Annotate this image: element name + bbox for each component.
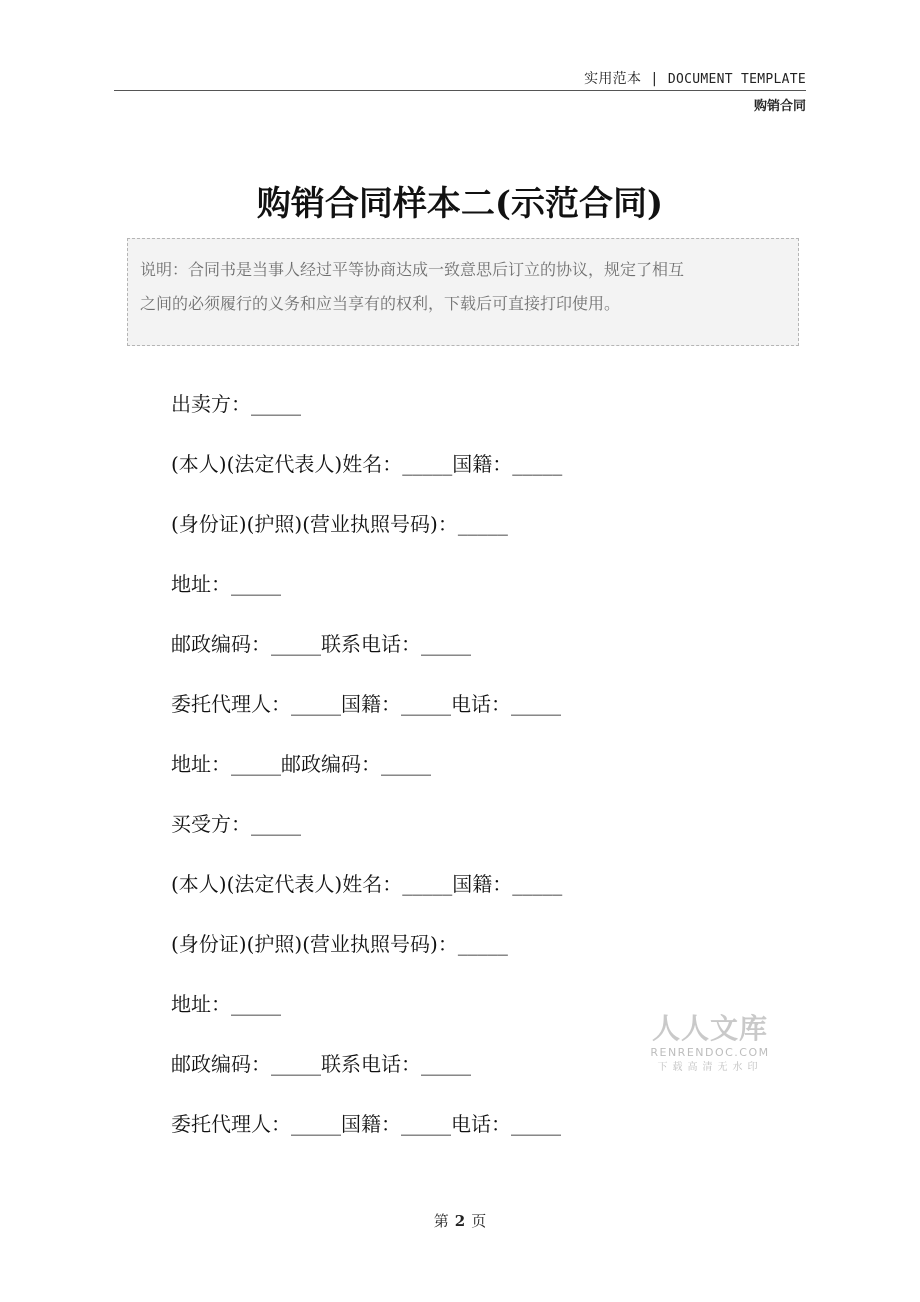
buyer-agent-line: 委托代理人：_____国籍：_____电话：_____ (171, 1112, 561, 1136)
watermark-url: RENRENDOC.COM (650, 1046, 770, 1059)
buyer-postcode-phone-line: 邮政编码：_____联系电话：_____ (171, 1052, 471, 1076)
header-divider (114, 90, 806, 91)
note-line-1: 说明：合同书是当事人经过平等协商达成一致意思后订立的协议，规定了相互 (140, 260, 685, 279)
seller-agent-address-line: 地址：_____邮政编码：_____ (171, 752, 431, 776)
note-box (127, 238, 799, 346)
document-title: 购销合同样本二(示范合同) (256, 184, 664, 224)
header-subtitle: 购销合同 (753, 99, 806, 114)
watermark-brand: 人人文库 (651, 1012, 768, 1045)
page-prefix: 第 (433, 1212, 449, 1230)
seller-line: 出卖方：_____ (171, 392, 301, 416)
buyer-address-line: 地址：_____ (171, 992, 281, 1016)
watermark-logo (645, 1013, 775, 1075)
seller-postcode-phone-line: 邮政编码：_____联系电话：_____ (171, 632, 471, 656)
buyer-name-nationality-line: (本人)(法定代表人)姓名：_____国籍：_____ (171, 872, 563, 896)
seller-agent-line: 委托代理人：_____国籍：_____电话：_____ (171, 692, 561, 716)
note-line-2: 之间的必须履行的义务和应当享有的权利，下载后可直接打印使用。 (140, 294, 621, 313)
page-number (0, 1210, 920, 1231)
seller-address-line: 地址：_____ (171, 572, 281, 596)
seller-id-line: (身份证)(护照)(营业执照号码)：_____ (171, 512, 508, 536)
buyer-id-line: (身份证)(护照)(营业执照号码)：_____ (171, 932, 508, 956)
header-separator: | (652, 71, 658, 87)
header-label (584, 68, 806, 88)
page-suffix: 页 (471, 1212, 487, 1230)
header-label-en: DOCUMENT TEMPLATE (667, 72, 806, 87)
watermark-tagline: 下载高清无水印 (657, 1062, 763, 1073)
buyer-line: 买受方：_____ (171, 812, 301, 836)
seller-name-nationality-line: (本人)(法定代表人)姓名：_____国籍：_____ (171, 452, 563, 476)
page-number-value: 2 (454, 1212, 466, 1230)
header-label-cn: 实用范本 (584, 71, 642, 87)
